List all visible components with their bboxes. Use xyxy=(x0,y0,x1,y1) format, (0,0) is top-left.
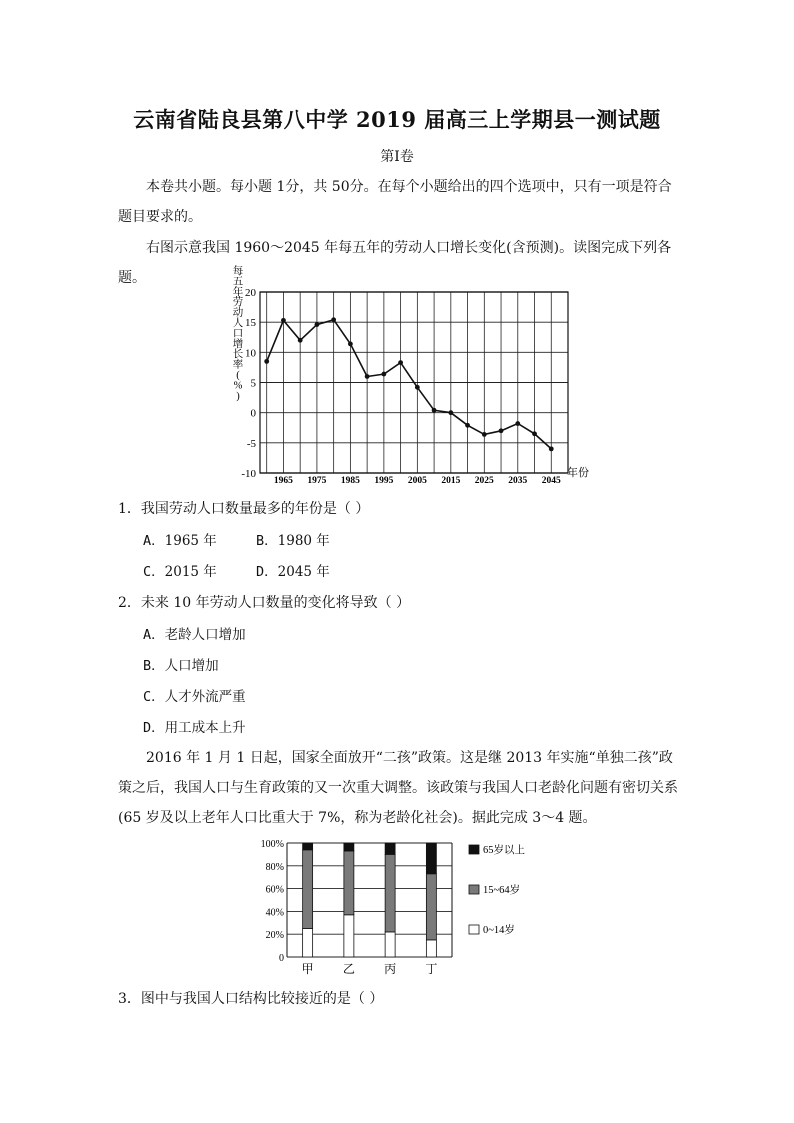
bar-segment xyxy=(344,915,354,957)
bar-segment xyxy=(385,854,395,932)
y-axis-label-char: % xyxy=(233,380,243,392)
y-tick-label: -10 xyxy=(241,468,256,480)
data-point xyxy=(298,338,303,343)
y-tick-label: 0 xyxy=(250,407,256,420)
question-1-stem: 1．我国劳动人口数量最多的年份是（ ） xyxy=(118,501,370,517)
question-3-stem: 3．图中与我国人口结构比较接近的是（ ） xyxy=(118,991,384,1007)
x-tick-label: 2045 xyxy=(541,476,561,485)
data-point xyxy=(432,408,437,413)
q2-option-d[interactable]: D．用工成本上升 xyxy=(143,720,246,736)
bar-segment xyxy=(385,843,395,854)
legend-swatch xyxy=(469,845,479,854)
x-category-label: 乙 xyxy=(342,962,355,976)
q1-option-c[interactable]: C．2015 年 xyxy=(143,564,217,580)
age-structure-bar-chart xyxy=(250,835,550,980)
bar-segment xyxy=(303,850,313,929)
y-tick-label: 100% xyxy=(260,839,284,850)
y-tick-label: 10 xyxy=(245,347,256,360)
y-tick-label: 60% xyxy=(265,884,284,896)
x-category-label: 丁 xyxy=(425,962,438,976)
q1-option-a[interactable]: A．1965 年 xyxy=(143,533,217,549)
data-point xyxy=(348,341,353,346)
bar-segment xyxy=(426,843,436,874)
data-point xyxy=(365,374,370,379)
legend-label: 0~14岁 xyxy=(483,925,515,936)
y-axis-label-char: 每 xyxy=(232,266,244,277)
y-axis-label-char: ( xyxy=(236,370,240,381)
y-tick-label: 0 xyxy=(279,953,284,964)
legend-label: 65岁以上 xyxy=(483,845,525,856)
y-tick-label: 15 xyxy=(245,317,256,330)
bar-segment xyxy=(426,940,436,957)
y-tick-label: 40% xyxy=(265,907,284,919)
data-point xyxy=(549,446,554,451)
x-tick-label: 2035 xyxy=(508,476,528,485)
data-point xyxy=(482,432,487,437)
legend-label: 15~64岁 xyxy=(483,885,521,896)
q1-option-d[interactable]: D．2045 年 xyxy=(256,564,330,580)
data-point xyxy=(398,360,403,365)
y-axis-label-char: 动 xyxy=(232,307,244,319)
y-axis-label-char: 长 xyxy=(232,349,244,361)
y-axis-label-char: 增 xyxy=(232,338,244,350)
q1-option-b[interactable]: B．1980 年 xyxy=(256,533,330,549)
data-point xyxy=(448,410,453,415)
bar-segment xyxy=(303,929,313,958)
y-axis-label-char: 口 xyxy=(232,328,244,340)
y-axis-label-char: 率 xyxy=(232,359,244,371)
bar-segment xyxy=(344,843,354,851)
section-label: 第Ⅰ卷 xyxy=(380,149,414,165)
data-point xyxy=(532,431,537,436)
x-tick-label: 2025 xyxy=(474,476,494,485)
series-line xyxy=(267,320,552,449)
data-point xyxy=(499,428,504,433)
bar-segment xyxy=(385,932,395,957)
x-tick-label: 1975 xyxy=(307,476,327,485)
bar-segment xyxy=(303,843,313,850)
y-axis-label-char: 五 xyxy=(232,276,244,288)
q2-option-a[interactable]: A．老龄人口增加 xyxy=(143,627,246,643)
y-tick-label: 5 xyxy=(250,377,256,390)
q2-option-c[interactable]: C．人才外流严重 xyxy=(143,689,246,705)
data-point xyxy=(515,421,520,426)
data-point xyxy=(331,317,336,322)
y-axis-label-char: 人 xyxy=(232,318,244,329)
labor-growth-line-chart xyxy=(225,265,600,485)
y-tick-label: 80% xyxy=(265,861,284,873)
y-tick-label: 20 xyxy=(245,287,256,299)
data-point xyxy=(465,423,470,428)
y-axis-label-char: ) xyxy=(236,390,240,402)
y-axis-label-char: 年 xyxy=(232,286,244,298)
material-2-paragraph: 2016 年 1 月 1 日起，国家全面放开“二孩”政策。这是继 2013 年实施“单独二孩”政策之后，我国人口与生育政策的又一次重大调整。该政策与我国人口老龄化问题有密切关系(65 岁及以上老年人口比重大于 7%，称为老龄化社会)。据此完成 3～4 题。 xyxy=(118,750,678,826)
instructions-paragraph: 本卷共小题。每小题 1分，共 50分。在每个小题给出的四个选项中，只有一项是符合题目要求的。 xyxy=(118,179,672,225)
x-tick-label: 1995 xyxy=(374,476,394,485)
y-axis-label-char: 劳 xyxy=(232,297,244,309)
y-tick-label: 20% xyxy=(265,930,284,942)
data-point xyxy=(315,322,320,327)
q2-option-b[interactable]: B．人口增加 xyxy=(143,658,219,674)
x-axis-label: 年份 xyxy=(567,467,589,479)
bar-segment xyxy=(344,851,354,915)
data-point xyxy=(415,385,420,390)
x-category-label: 丙 xyxy=(384,962,397,976)
material-1-paragraph: 右图示意我国 1960～2045 年每五年的劳动人口增长变化(含预测)。读图完成下列各题。 xyxy=(118,240,672,286)
legend-swatch xyxy=(469,925,479,934)
data-point xyxy=(381,372,386,377)
question-2-stem: 2．未来 10 年劳动人口数量的变化将导致（ ） xyxy=(118,595,411,611)
bar-segment xyxy=(426,874,436,940)
x-tick-label: 2015 xyxy=(441,476,461,485)
y-tick-label: -5 xyxy=(246,437,256,450)
page-title: 云南省陆良县第八中学 2019 届高三上学期县一测试题 xyxy=(133,107,661,132)
data-point xyxy=(264,359,269,364)
x-tick-label: 2005 xyxy=(407,476,427,485)
data-point xyxy=(281,318,286,323)
x-tick-label: 1985 xyxy=(340,476,360,485)
x-category-label: 甲 xyxy=(301,962,314,976)
x-tick-label: 1965 xyxy=(273,476,293,485)
legend-swatch xyxy=(469,885,479,894)
